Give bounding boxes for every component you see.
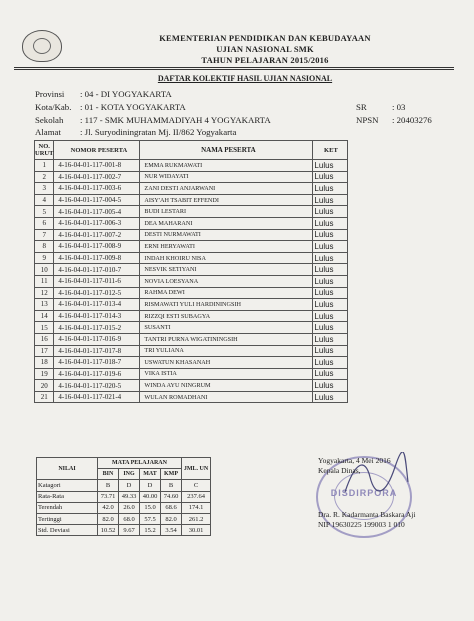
row-no: 15	[35, 322, 54, 334]
kota-label: Kota/Kab.	[35, 102, 72, 112]
row-nomor-peserta: 4-16-04-01-117-019-6	[54, 368, 140, 380]
row-nama-peserta: EMMA RUKMAWATI	[140, 160, 313, 172]
stat-cell: 9.67	[119, 525, 140, 536]
row-nama-peserta: TANTRI PURNA WIGATININGSIH	[140, 333, 313, 345]
header-rule-2	[14, 69, 454, 70]
stat-row-label: Std. Deviasi	[37, 525, 98, 536]
stat-cell: 82.0	[98, 513, 119, 524]
table-row	[35, 310, 348, 322]
row-no: 13	[35, 299, 54, 311]
row-ket: Lulus	[313, 275, 348, 287]
row-nama-peserta: ERNI HERYAWATI	[140, 241, 313, 253]
stat-row-label: Terendah	[37, 502, 98, 513]
row-nama-peserta: TRI YULIANA	[140, 345, 313, 357]
signature-nip: NIP 19630225 199003 1 010	[318, 520, 405, 529]
col-no: NO. URUT	[35, 141, 54, 160]
row-nama-peserta: NOVIA LOESYANA	[140, 275, 313, 287]
row-nomor-peserta: 4-16-04-01-117-012-5	[54, 287, 140, 299]
document-title: DAFTAR KOLEKTIF HASIL UJIAN NASIONAL	[157, 74, 333, 83]
row-nama-peserta: INDAH KHOIRU NISA	[140, 252, 313, 264]
row-no: 7	[35, 229, 54, 241]
table-row	[35, 264, 348, 276]
row-nama-peserta: NUR WIDAYATI	[140, 171, 313, 183]
row-ket: Lulus	[313, 217, 348, 229]
stat-cell: 42.0	[98, 502, 119, 513]
row-ket: Lulus	[313, 183, 348, 195]
row-nomor-peserta: 4-16-04-01-117-004-5	[54, 194, 140, 206]
row-no: 4	[35, 194, 54, 206]
stat-jml-cell: 174.1	[182, 502, 211, 513]
row-nama-peserta: WULAN ROMADHANI	[140, 391, 313, 403]
stat-subject-mat: MAT	[140, 469, 161, 480]
row-ket: Lulus	[313, 229, 348, 241]
row-ket: Lulus	[313, 322, 348, 334]
row-no: 20	[35, 380, 54, 392]
sr-label: SR	[356, 102, 367, 112]
stat-subject-ing: ING	[119, 469, 140, 480]
header-rule	[14, 67, 454, 68]
stat-row	[37, 491, 211, 502]
table-row	[35, 194, 348, 206]
row-no: 1	[35, 160, 54, 172]
statistics-table	[36, 457, 211, 536]
row-ket: Lulus	[313, 380, 348, 392]
stat-row	[37, 513, 211, 524]
stat-row	[37, 502, 211, 513]
stat-cell: 68.6	[161, 502, 182, 513]
npsn-label: NPSN	[356, 115, 379, 125]
row-nomor-peserta: 4-16-04-01-117-016-9	[54, 333, 140, 345]
row-nama-peserta: RISMAWATI YULI HARDININGSIH	[140, 299, 313, 311]
table-row	[35, 368, 348, 380]
row-nomor-peserta: 4-16-04-01-117-009-8	[54, 252, 140, 264]
row-nomor-peserta: 4-16-04-01-117-015-2	[54, 322, 140, 334]
table-row	[35, 275, 348, 287]
row-nomor-peserta: 4-16-04-01-117-011-6	[54, 275, 140, 287]
stat-row	[37, 480, 211, 491]
row-nomor-peserta: 4-16-04-01-117-008-9	[54, 241, 140, 253]
stat-cell: 40.00	[140, 491, 161, 502]
row-ket: Lulus	[313, 171, 348, 183]
table-row	[35, 299, 348, 311]
row-no: 2	[35, 171, 54, 183]
stat-cell: D	[119, 480, 140, 491]
alamat-label: Alamat	[35, 127, 61, 137]
stat-jml-cell: 237.64	[182, 491, 211, 502]
stat-jml-header: JML. UN	[182, 458, 211, 480]
results-table-header	[35, 141, 348, 160]
stat-cell: 3.54	[161, 525, 182, 536]
ministry-logo	[22, 30, 62, 62]
row-nama-peserta: RIZZQI ESTI SUBAGYA	[140, 310, 313, 322]
npsn-value: : 20403276	[392, 115, 432, 125]
stat-cell: 15.2	[140, 525, 161, 536]
row-no: 18	[35, 357, 54, 369]
table-row	[35, 322, 348, 334]
signature-name: Dra. R. Kadarmanta Baskara Aji	[318, 510, 416, 519]
row-nama-peserta: ZANI DESTI ANJARWANI	[140, 183, 313, 195]
table-row	[35, 252, 348, 264]
stat-row-label: Rata-Rata	[37, 491, 98, 502]
row-ket: Lulus	[313, 333, 348, 345]
row-no: 11	[35, 275, 54, 287]
row-no: 10	[35, 264, 54, 276]
table-row	[35, 171, 348, 183]
kota-value: : 01 - KOTA YOGYAKARTA	[80, 102, 186, 112]
stat-cell: 57.5	[140, 513, 161, 524]
row-nomor-peserta: 4-16-04-01-117-017-8	[54, 345, 140, 357]
row-nama-peserta: USWATUN KHASANAH	[140, 357, 313, 369]
row-ket: Lulus	[313, 241, 348, 253]
row-nomor-peserta: 4-16-04-01-117-013-4	[54, 299, 140, 311]
row-nomor-peserta: 4-16-04-01-117-018-7	[54, 357, 140, 369]
row-nomor-peserta: 4-16-04-01-117-003-6	[54, 183, 140, 195]
stat-cell: B	[161, 480, 182, 491]
stat-jml-cell: C	[182, 480, 211, 491]
row-no: 6	[35, 217, 54, 229]
row-nomor-peserta: 4-16-04-01-117-021-4	[54, 391, 140, 403]
row-ket: Lulus	[313, 160, 348, 172]
row-no: 12	[35, 287, 54, 299]
row-ket: Lulus	[313, 194, 348, 206]
stat-jml-cell: 30.01	[182, 525, 211, 536]
row-ket: Lulus	[313, 357, 348, 369]
row-nama-peserta: VIKA ISTIA	[140, 368, 313, 380]
row-nama-peserta: RAHMA DEWI	[140, 287, 313, 299]
signature-place-date: Yogyakarta, 4 Mei 2016	[318, 456, 391, 465]
stat-cell: B	[98, 480, 119, 491]
stat-row-label: Tertinggi	[37, 513, 98, 524]
row-no: 17	[35, 345, 54, 357]
row-no: 3	[35, 183, 54, 195]
stat-row	[37, 525, 211, 536]
stat-subject-kmp: KMP	[161, 469, 182, 480]
row-no: 19	[35, 368, 54, 380]
stamp-text: DISDIRPORA	[330, 488, 398, 498]
row-no: 9	[35, 252, 54, 264]
stat-row-label: Katagori	[37, 480, 98, 491]
row-ket: Lulus	[313, 287, 348, 299]
table-row	[35, 183, 348, 195]
sekolah-label: Sekolah	[35, 115, 64, 125]
table-row	[35, 217, 348, 229]
row-no: 8	[35, 241, 54, 253]
stat-subject-bin: BIN	[98, 469, 119, 480]
row-nomor-peserta: 4-16-04-01-117-010-7	[54, 264, 140, 276]
table-row	[35, 391, 348, 403]
stat-cell: 74.60	[161, 491, 182, 502]
row-nama-peserta: BUDI LESTARI	[140, 206, 313, 218]
row-no: 5	[35, 206, 54, 218]
sr-value: : 03	[392, 102, 406, 112]
table-row	[35, 345, 348, 357]
row-nama-peserta: NESVIK SETIYANI	[140, 264, 313, 276]
signature-role: Kepala Dinas,	[318, 466, 361, 475]
row-ket: Lulus	[313, 264, 348, 276]
stat-cell: 26.0	[119, 502, 140, 513]
col-ket: KET	[313, 141, 348, 160]
table-row	[35, 206, 348, 218]
row-nama-peserta: DESTI NURMAWATI	[140, 229, 313, 241]
row-nomor-peserta: 4-16-04-01-117-002-7	[54, 171, 140, 183]
row-ket: Lulus	[313, 310, 348, 322]
header-line-3: TAHUN PELAJARAN 2015/2016	[201, 55, 329, 65]
row-no: 16	[35, 333, 54, 345]
table-row	[35, 357, 348, 369]
alamat-value: : Jl. Suryodiningratan Mj. II/862 Yogyakarta	[80, 127, 237, 137]
row-ket: Lulus	[313, 345, 348, 357]
provinsi-value: : 04 - DI YOGYAKARTA	[80, 89, 172, 99]
col-nomor-peserta: NOMOR PESERTA	[54, 141, 140, 160]
row-nomor-peserta: 4-16-04-01-117-001-8	[54, 160, 140, 172]
row-nomor-peserta: 4-16-04-01-117-006-3	[54, 217, 140, 229]
row-ket: Lulus	[313, 391, 348, 403]
provinsi-label: Provinsi	[35, 89, 65, 99]
table-row	[35, 380, 348, 392]
row-ket: Lulus	[313, 206, 348, 218]
stat-cell: D	[140, 480, 161, 491]
row-nomor-peserta: 4-16-04-01-117-005-4	[54, 206, 140, 218]
row-no: 21	[35, 391, 54, 403]
header-line-2: UJIAN NASIONAL SMK	[216, 44, 314, 54]
stat-nilai-header: NILAI	[37, 458, 98, 480]
row-nomor-peserta: 4-16-04-01-117-007-2	[54, 229, 140, 241]
row-ket: Lulus	[313, 368, 348, 380]
header-line-1: KEMENTERIAN PENDIDIKAN DAN KEBUDAYAAN	[159, 33, 371, 43]
results-table	[34, 140, 348, 403]
table-row	[35, 333, 348, 345]
row-ket: Lulus	[313, 252, 348, 264]
table-row	[35, 160, 348, 172]
row-nama-peserta: DEA MAHARANI	[140, 217, 313, 229]
stat-cell: 73.71	[98, 491, 119, 502]
row-nama-peserta: WINDA AYU NINGRUM	[140, 380, 313, 392]
col-nama-peserta: NAMA PESERTA	[140, 141, 313, 160]
row-nama-peserta: AISY'AH TSABIT EFFENDI	[140, 194, 313, 206]
row-nama-peserta: SUSANTI	[140, 322, 313, 334]
row-nomor-peserta: 4-16-04-01-117-020-5	[54, 380, 140, 392]
row-no: 14	[35, 310, 54, 322]
stat-jml-cell: 261.2	[182, 513, 211, 524]
stat-cell: 49.33	[119, 491, 140, 502]
sekolah-value: : 117 - SMK MUHAMMADIYAH 4 YOGYAKARTA	[80, 115, 271, 125]
table-row	[35, 229, 348, 241]
table-row	[35, 287, 348, 299]
stat-cell: 15.0	[140, 502, 161, 513]
stat-cell: 10.52	[98, 525, 119, 536]
stat-cell: 68.0	[119, 513, 140, 524]
stat-cell: 82.0	[161, 513, 182, 524]
stat-mapel-header: MATA PELAJARAN	[98, 458, 182, 469]
row-nomor-peserta: 4-16-04-01-117-014-3	[54, 310, 140, 322]
table-row	[35, 241, 348, 253]
row-ket: Lulus	[313, 299, 348, 311]
